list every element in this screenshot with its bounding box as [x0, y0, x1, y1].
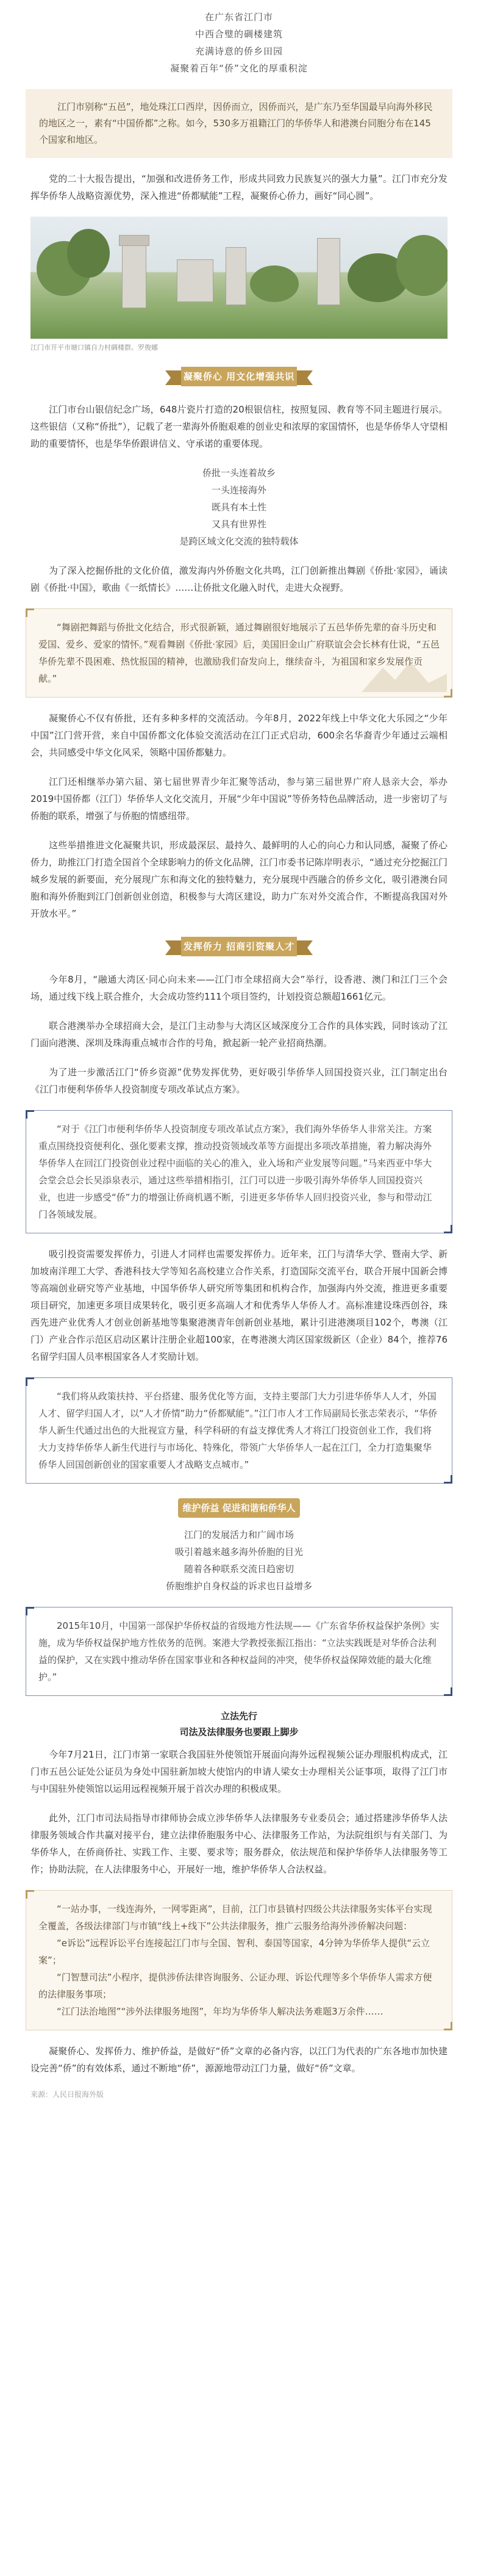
paragraph: 为了深入挖掘侨批的文化价值，激发海内外侨胞文化共鸣，江门创新推出舞剧《侨批·家园》，诵读剧《侨批·中国》，歌曲《一纸情长》……让侨批文化融入时代，走进大众视野。	[30, 565, 448, 593]
verse-line: 吸引着越来越多海外侨胞的目光	[174, 1546, 303, 1557]
section-title: 发挥侨力 招商引资聚人才	[181, 937, 297, 956]
verse-line: 随着各种联系交流日趋密切	[184, 1564, 294, 1575]
verse-line: 侨批一头连着故乡	[202, 467, 276, 478]
section-banner	[163, 934, 315, 959]
quote-box	[26, 1607, 452, 1696]
diaolou-photo	[30, 217, 448, 339]
verse-lines	[0, 464, 478, 550]
quote-box	[26, 608, 452, 698]
paragraph: 党的二十大报告提出，“加强和改进侨务工作，形成共同致力民族复兴的强大力量”。江门市充分发挥华侨华人战略资源优势，深入推进“侨都赋能”工程，凝聚侨心侨力，画好“同心圆”。	[30, 173, 448, 201]
verse-line: 一头连接海外	[211, 485, 266, 496]
paragraph: 联合港澳举办全球招商大会，是江门主动参与大湾区区域深度分工合作的具体实践，同时该动了江门面向港澳、深圳及珠海重点城市合作的号角，掀起新一轮产业招商热潮。	[30, 1020, 448, 1048]
quote-text: “我们将从政策扶持、平台搭建、服务优化等方面，支持主要部门大力引进华侨华人人才，外国人才、留学归国人才，以“人才侨情”助力“侨都赋能”。”江门市人才工作局副局长张志荣表示，“华侨华人新生代通过出色的大批视宣方量，科学科研的有益支撑优秀人才将江门投资创业工作，我们将大力支持华侨华人新生代进行与市场化、特殊化，带领广大华侨华人一起在江门，全力打造集聚华侨华人回国创新创业的国家重要人才战略支点城市。”	[38, 1391, 438, 1470]
intro-box: 江门市别称“五邑”，地处珠江口西岸，因侨而立，因侨而兴，是广东乃至华国最早向海外移民的地区之一，素有“中国侨都”之称。如今，530多万祖籍江门的华侨华人和港澳台同胞分布在145个国家和地区。	[26, 89, 452, 158]
intro-poem-line: 中西合璧的碉楼建筑	[194, 29, 283, 40]
quote-box	[26, 1110, 452, 1233]
paragraph: 为了进一步激活江门“侨乡资源”优势发挥优势，更好吸引华侨华人回国投资兴业，江门制定出台《江门市便利华侨华人投资制度专项改革试点方案》。	[30, 1067, 448, 1095]
intro-poem-line: 在广东省江门市	[204, 12, 273, 23]
paragraph: 江门市台山银信纪念广场，648片瓷片打造的20根银信柱，按照复园、教育等不同主题进行展示。这些银信（又称“侨批”），记载了老一辈海外侨胞艰难的创业史和浓厚的家国情怀，也是华侨华人守望相助的重要情怀，也是华华侨跟讲信义、守承诺的重要体现。	[30, 404, 448, 449]
verse-line: 又具有世界性	[211, 519, 266, 530]
quote-text: “对于《江门市便利华侨华人投资制度专项改革试点方案》，我们海外华侨华人非常关注。方案重点围绕投资便利化、强化要素支撑，推动投资领域改革等方面提出多项改革措施，着力解决海外华侨华人在回江门投资创业过程中面临的关心的准入，业入场和产业发展等问题。”马来西亚中华大会堂会总会长吴添泉表示，通过这些举措相指引，江门可以进一步吸引海外华侨华人回国投资兴业，也进一步感受“侨”力的增强让侨商机遇不断，引进更多华侨华人回归投资兴业，参与和带动江门各领域发展。	[38, 1124, 432, 1220]
subheading: 司法及法律服务也要跟上脚步	[179, 1726, 299, 1737]
section-banner	[166, 1496, 312, 1520]
verse-line: 既具有本土性	[211, 502, 266, 513]
quote-text: “一站办事，一线连海外，一网零距离”，目前，江门市县镇村四级公共法律服务实体平台实现全覆盖，各级法律部门与市镇“线上+线下”公共法律服务，推广云服务给海外涉侨解决问题：	[38, 1903, 432, 1932]
section-title: 维护侨益 促进和谐和侨华人	[178, 1498, 300, 1518]
paragraph: 吸引投资需要发挥侨力，引进人才同样也需要发挥侨力。近年来，江门与清华大学、暨南大学、新加坡南洋理工大学、香港科技大学等知名高校建立合作关系，打造国际交流平台，联合开展中国新会博等高端创业研究等产业基地，中国华侨华人研究所等集团和机构合作，加强海内外交流，推进更多重要项目研究，加速更多项目成果转化，吸引更多高端人才和优秀华人华侨人才。高标准建设珠西创谷，珠西先进产业优秀人才创业创新基地等集聚港澳青年创新创业基地，累计引进港澳项目102个，粤澳（江门）产业合作示范区启动区累计注册企业超100家，在粤港澳大湾区国家级新区（企业）84个，推荐76名留学归国人员率根国家各人才奖励计划。	[30, 1249, 448, 1362]
quote-text: “e诉讼”远程诉讼平台连接起江门市与全国、智利、泰国等国家，4分钟为华侨华人提供“云立案”；	[38, 1938, 430, 1966]
quote-text: “舞剧把舞蹈与侨批文化结合，形式很新颖，通过舞剧很好地展示了五邑华侨先辈的奋斗历史和爱国、爱乡、爱家的情怀。”观看舞剧《侨批·家园》后，美国旧金山广府联谊会会长林有仕说，“五邑华侨先辈不畏困难、热忱报国的精神，也激励我们奋发向上，继续奋斗，为祖国和家乡发展作贡献。”	[38, 622, 440, 684]
paragraph: 今年7月21日，江门市第一家联合我国驻外使领馆开展面向海外远程视频公证办理服机构成式，江门市五邑公证处公证员为身处中国驻新加坡大使馆内的申请人梁女士办理相关公证事项，取得了江门市与中国驻外使领馆以运用远程视频开展于首次办理的积极成果。	[30, 1749, 448, 1794]
paragraph: 今年8月，“融通大湾区·同心向未来——江门市全球招商大会”举行，设香港、澳门和江门三个会场，通过线下线上联合推介，大会成功签约111个项目签约，计划投资总额超1661亿元。	[30, 974, 448, 1002]
verse-line: 江门的发展活力和广阔市场	[184, 1529, 294, 1540]
source-footer: 来源：人民日报海外版	[30, 2090, 104, 2099]
paragraph: 凝聚侨心不仅有侨批，还有多种多样的交流活动。今年8月，2022年线上中华文化大乐园之“少年中国”江门营开营，来自中国侨都文化体验交流活动在江门正式启动，600余名华裔青少年通过云端相会，共同感受中华文化风采，领略中国侨都魅力。	[30, 713, 448, 758]
quote-text: “门智慧司法”小程序，提供涉侨法律咨询服务、公证办理、诉讼代理等多个华侨华人需求方便的法律服务事项；	[38, 1972, 432, 2000]
verse-line: 侨胞维护自身权益的诉求也日益增多	[165, 1581, 312, 1592]
photo-caption: 江门市开平市塘口镇自力村碉楼群。罗俊娜	[30, 344, 158, 352]
section-title: 凝聚侨心 用文化增强共识	[181, 367, 297, 386]
verse-lines	[0, 1526, 478, 1595]
paragraph: 凝聚侨心、发挥侨力、维护侨益，是做好“侨”文章的必备内容，以江门为代表的广东各地市加快建设完善“侨”的有效体系，通过不断地“侨”，源源地带动江门力量，做好“侨”文章。	[30, 2046, 448, 2074]
intro-poem-line: 充满诗意的侨乡田园	[194, 46, 283, 57]
intro-poem	[0, 0, 478, 77]
paragraph: 此外，江门市司法局指导市律师协会成立涉华侨华人法律服务专业委员会；通过搭建涉华侨华人法律服务领域合作共赢对接平台，建立法律侨胞服务中心、法律服务工作站，为法院组织与有关部门、为华侨华人，在侨商侨社、实践工作、主要、要求等；服务群众，依法规范和保护华侨华人法律服务等工作；协助法院，在人法律服务中心，开展好一地，维护华侨华人合法权益。	[30, 1813, 448, 1875]
quote-box	[26, 1890, 452, 2030]
intro-poem-line: 凝聚着百年“侨”文化的厚重积淀	[170, 63, 308, 74]
paragraph: 江门还相继举办第六届、第七届世界青少年汇聚等活动，参与第三届世界广府人恳亲大会，举办2019中国侨都（江门）华侨华人文化交流月，开展“少年中国说”等侨务特色品牌活动，进一步密切了与侨胞的联系，增强了与侨胞的情感纽带。	[30, 776, 448, 821]
quote-box	[26, 1377, 452, 1484]
paragraph: 这些举措推进文化凝聚共识，形成最深层、最持久、最鲜明的人心的向心力和认同感，凝聚了侨心侨力，助推江门打造全国首个全球影响力的侨文化品牌，江门市委书记陈岸明表示，“通过充分挖掘江门城乡发展的新要面，充分展现广东和海文化的独特魅力，充分展现中西融合的侨乡文化，吸引港澳台同胞和海外侨胞到江门创新创业创造，积极参与大湾区建设，助力广东对外交流合作，不断提高我国对外开放水平。”	[30, 840, 448, 919]
subheading: 立法先行	[220, 1711, 257, 1722]
quote-text: 2015年10月，中国第一部保护华侨权益的省级地方性法规——《广东省华侨权益保护条例》实施，成为华侨权益保护地方性依务的范例。案港大学教授张振江指出：“立法实践既是对华侨合法利益的保护，又在实践中推动华侨在国家事业和各种权益间的冲突，使华侨权益保障效能的最大化维护。”	[38, 1620, 440, 1683]
quote-text: “江门法治地图”“涉外法律服务地图”，年均为华侨华人解决法务难题3万余件……	[57, 2006, 383, 2017]
section-banner	[163, 364, 315, 389]
verse-line: 是跨区域文化交流的独特载体	[179, 536, 299, 547]
